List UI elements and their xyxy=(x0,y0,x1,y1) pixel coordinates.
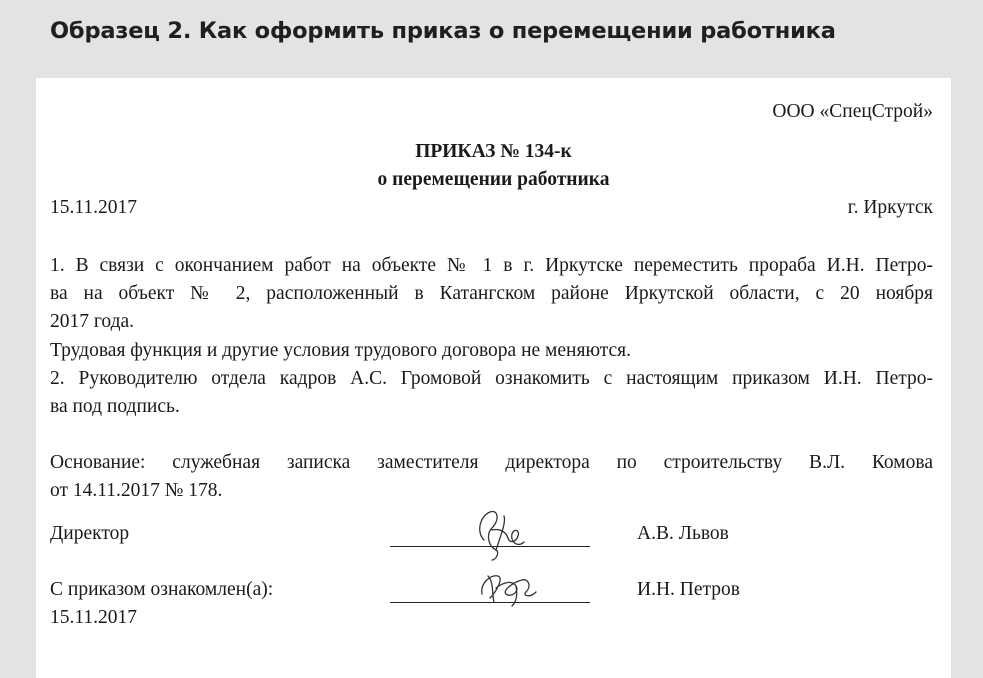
order-document xyxy=(36,78,951,678)
order-city: г. Иркутск xyxy=(847,197,933,218)
company-name: ООО «СпецСтрой» xyxy=(772,101,933,122)
order-basis xyxy=(50,449,933,505)
item2-line: 2. Руководителю отдела кадров А.С. Громовой ознакомить с настоящим приказом И.Н. Петро- xyxy=(50,367,933,389)
page-heading: Образец 2. Как оформить приказ о перемещении работника xyxy=(50,18,836,44)
item2-line: ва под подпись. xyxy=(50,396,180,418)
order-title: ПРИКАЗ № 134-к xyxy=(415,141,572,162)
order-date: 15.11.2017 xyxy=(50,197,138,218)
basis-line: от 14.11.2017 № 178. xyxy=(50,480,223,502)
acknowledged-label: С приказом ознакомлен(а): xyxy=(50,579,274,600)
order-subject: о перемещении работника xyxy=(377,169,610,190)
employee-signature xyxy=(476,562,546,612)
item1-line: 2017 года. xyxy=(50,311,135,333)
director-label: Директор xyxy=(50,523,130,544)
item1-line: ва на объект № 2, расположенный в Катангском районе Иркутской области, с 20 ноября xyxy=(50,283,933,305)
item1-line: 1. В связи с окончанием работ на объекте № 1 в г. Иркутске переместить прораба И.Н. Петро- xyxy=(50,255,933,276)
basis-line: Основание: служебная записка заместителя директора по строительству В.Л. Комова xyxy=(50,452,933,473)
employee-name: И.Н. Петров xyxy=(637,579,740,600)
acknowledged-date: 15.11.2017 xyxy=(50,607,138,628)
director-name: А.В. Львов xyxy=(637,523,729,544)
director-signature xyxy=(466,502,536,562)
item1-note: Трудовая функция и другие условия трудового договора не меняются. xyxy=(50,339,632,361)
order-body xyxy=(50,252,933,421)
